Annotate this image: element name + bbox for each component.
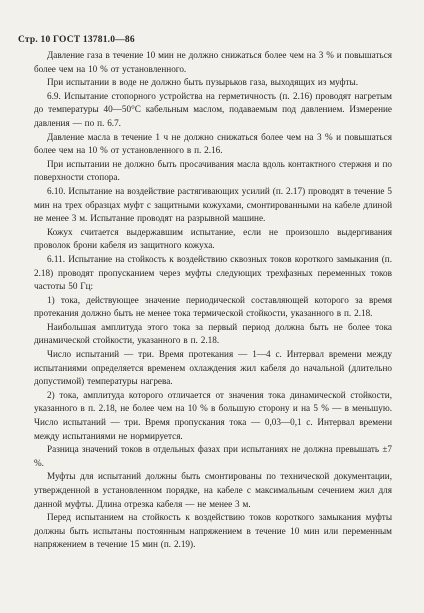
- paragraph: 1) тока, действующее значение периодической составляющей которого за время протекания должно быть не менее тока термической стойкости, указанного в п. 2.18.: [34, 294, 392, 319]
- paragraph: Перед испытанием на стойкость к воздействию токов короткого замыкания муфты должны быть испытаны постоянным напряжением в течение 10 мин или переменным напряжением в течение 15 мин (п. 2.19).: [34, 512, 392, 550]
- paragraph: Муфты для испытаний должны быть смонтированы по технической документации, утвержденной в установленном порядке, на кабеле с максимальным сечением жил для данной муфты. Длина отрезка кабеля — не менее 3 м.: [34, 471, 392, 509]
- document-body: [34, 49, 392, 552]
- paragraph: Давление газа в течение 10 мин не должно снижаться более чем на 3 % и повышаться более чем на 10 % от установленного.: [34, 50, 392, 74]
- paragraph: 6.10. Испытание на воздействие растягивающих усилий (п. 2.17) проводят в течение 5 мин на трех образцах муфт с защитными кожухами, смонтированными на кабеле длиной не менее 3 м. Испытание проводят на разрывной машине.: [34, 185, 392, 224]
- paragraph: Давление масла в течение 1 ч не должно снижаться более чем на 3 % и повышаться более чем на 10 % от установленного в п. 2.16.: [34, 131, 392, 156]
- paragraph: 6.11. Испытание на стойкость к воздействию сквозных токов короткого замыкания (п. 2.18) проводят пропусканием через муфты следующих трехфазных переменных токов частоты 50 Гц:: [34, 253, 392, 292]
- paragraph: Число испытаний — три. Время протекания — 1—4 с. Интервал времени между испытаниями определяется временем охлаждения жил кабеля до начальной (длительно допустимой) температуры нагрева.: [34, 349, 392, 387]
- page-header: Стр. 10 ГОСТ 13781.0—86: [18, 35, 135, 45]
- paragraph: Кожух считается выдержавшим испытание, если не произошло выдергивания проволок брони кабеля из защитного кожуха.: [34, 226, 392, 251]
- paragraph: 6.9. Испытание стопорного устройства на герметичность (п. 2.16) проводят нагретым до температуры 40—50°С кабельным маслом, подаваемым под давлением. Измерение давления — по п. 6.7.: [34, 90, 392, 128]
- paragraph: При испытании в воде не должно быть пузырьков газа, выходящих из муфты.: [47, 77, 358, 88]
- paragraph: Разница значений токов в отдельных фазах при испытаниях не должна превышать ±7 %.: [34, 444, 392, 468]
- paragraph: 2) тока, амплитуда которого отличается от значения тока динамической стойкости, указанного в п. 2.18, не более чем на 10 % в большую сторону и на 5 % — в меньшую. Число испытаний — три. Время пропускания тока — 0,03—0,1 с. Интервал времени между испытаниями не нормируется.: [34, 389, 392, 441]
- paragraph: При испытании не должно быть просачивания масла вдоль контактного стержня и по поверхности стопора.: [34, 158, 392, 183]
- paragraph: Наибольшая амплитуда этого тока за первый период должна быть не более тока динамической стойкости, указанного в п. 2.18.: [34, 321, 392, 346]
